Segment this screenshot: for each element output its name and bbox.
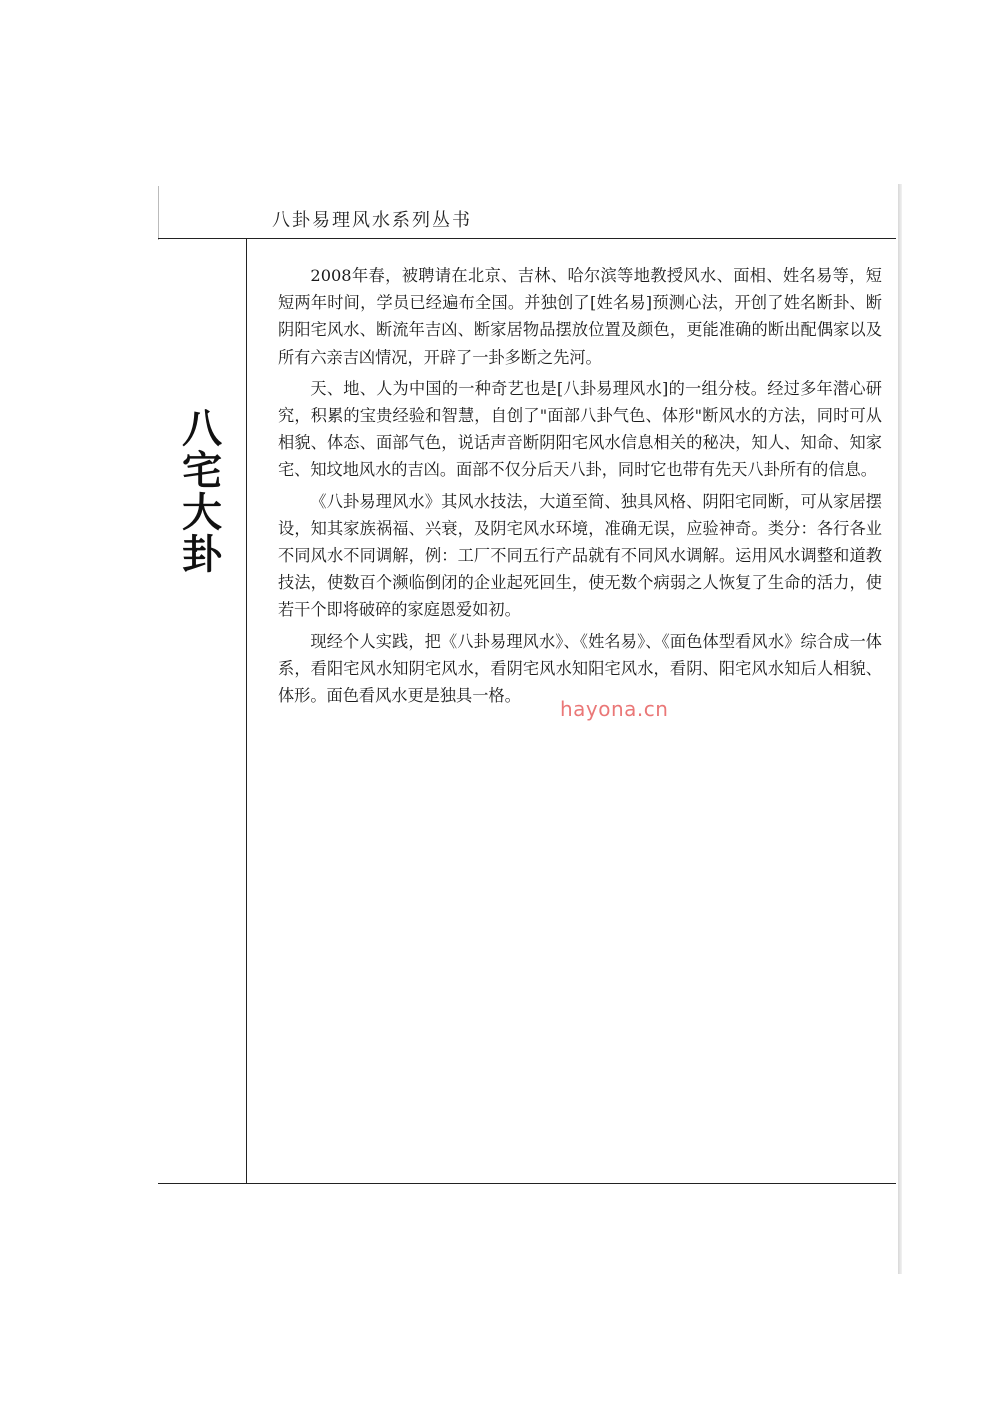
footer-rule bbox=[158, 1183, 896, 1184]
body-text bbox=[278, 262, 882, 713]
chapter-title-char: 宅 bbox=[182, 448, 222, 494]
margin-divider-line bbox=[246, 239, 247, 1183]
chapter-title-char: 大 bbox=[182, 490, 222, 536]
chapter-title-vertical bbox=[176, 408, 228, 576]
watermark: hayona.cn bbox=[560, 697, 669, 721]
paragraph: 《八卦易理风水》其风水技法，大道至简、独具风格、阴阳宅同断，可从家居摆设，知其家族祸福、兴衰，及阴宅风水环境，准确无误，应验神奇。类分：各行各业不同风水不同调解，例：工厂不同五行产品就有不同风水调解。运用风水调整和道教技法，使数百个濒临倒闭的企业起死回生，使无数个病弱之人恢复了生命的活力，使若干个即将破碎的家庭恩爱如初。 bbox=[278, 491, 882, 620]
chapter-title-char: 八 bbox=[182, 406, 222, 452]
chapter-title-char: 卦 bbox=[182, 532, 222, 578]
header-left-stub-line bbox=[158, 186, 159, 240]
series-title: 八卦易理风水系列丛书 bbox=[272, 210, 472, 231]
paragraph: 现经个人实践，把《八卦易理风水》、《姓名易》、《面色体型看风水》综合成一体系，看阳宅风水知阴宅风水，看阴宅风水知阳宅风水，看阴、阳宅风水知后人相貌、体形。面色看风水更是独具一格。 bbox=[278, 631, 882, 706]
paragraph: 2008年春，被聘请在北京、吉林、哈尔滨等地教授风水、面相、姓名易等，短短两年时间，学员已经遍布全国。并独创了[姓名易]预测心法，开创了姓名断卦、断阴阳宅风水、断流年吉凶、断家居物品摆放位置及颜色，更能准确的断出配偶家以及所有六亲吉凶情况，开辟了一卦多断之先河。 bbox=[278, 266, 882, 367]
header-rule bbox=[158, 238, 896, 239]
scan-edge-shadow bbox=[898, 184, 902, 1274]
paragraph: 天、地、人为中国的一种奇艺也是[八卦易理风水]的一组分枝。经过多年潜心研究，积累的宝贵经验和智慧，自创了"面部八卦气色、体形"断风水的方法，同时可从相貌、体态、面部气色，说话声音断阴阳宅风水信息相关的秘决，知人、知命、知家宅、知坟地风水的吉凶。面部不仅分后天八卦，同时它也带有先天八卦所有的信息。 bbox=[278, 378, 882, 480]
